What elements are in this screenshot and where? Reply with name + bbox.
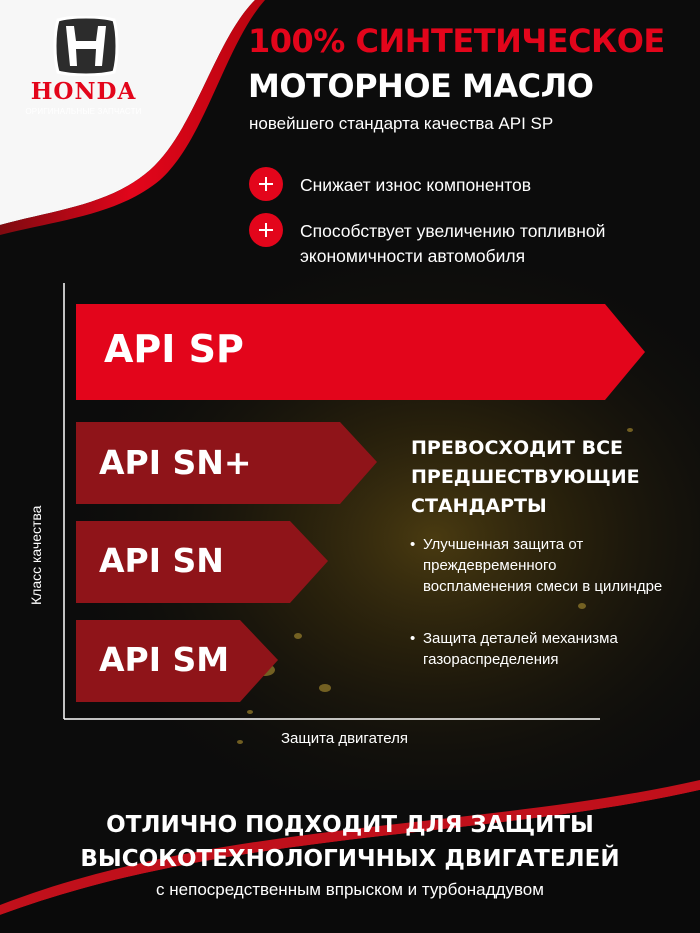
benefit-text: Способствует увеличению топливной экономичности автомобиля (300, 221, 606, 266)
plus-icon (249, 213, 283, 247)
headline-line2: МОТОРНОЕ МАСЛО (248, 67, 594, 105)
bullet-dot-icon: • (410, 630, 416, 647)
footer-headline-line1: ОТЛИЧНО ПОДХОДИТ ДЛЯ ЗАЩИТЫ (106, 812, 594, 838)
grade-label-sn: API SN (99, 541, 224, 580)
grade-label-sp: API SP (104, 327, 244, 371)
y-axis-label: Класс качества (28, 505, 44, 605)
exceeds-bullet: • Улучшенная защита от преждевременного воспламенения смеси в цилиндре (410, 536, 663, 595)
exceeds-bullet: • Защита деталей механизма газораспределения (410, 630, 618, 668)
exceeds-heading: ПРЕВОСХОДИТ ВСЕ ПРЕДШЕСТВУЮЩИЕ СТАНДАРТЫ (411, 437, 640, 517)
grade-label-snp: API SN+ (99, 443, 252, 482)
benefit-text: Снижает износ компонентов (300, 175, 532, 195)
brand-wordmark: HONDA (30, 78, 137, 105)
grade-label-sm: API SM (99, 640, 230, 679)
headline-line1: 100% СИНТЕТИЧЕСКОЕ (248, 22, 665, 60)
honda-logo (16, 16, 151, 116)
honda-h-emblem-icon (52, 16, 120, 76)
brand-tagline: ОРИГИНАЛЬНЫЕ ЗАПЧАСТИ (25, 107, 142, 116)
bullet-dot-icon: • (410, 536, 416, 553)
footer-subline: с непосредственным впрыском и турбонаддувом (156, 880, 544, 899)
footer-headline-line2: ВЫСОКОТЕХНОЛОГИЧНЫХ ДВИГАТЕЛЕЙ (80, 846, 620, 872)
plus-icon (249, 167, 283, 201)
headline-subtitle: новейшего стандарта качества API SP (249, 114, 554, 133)
x-axis-label: Защита двигателя (281, 730, 409, 747)
